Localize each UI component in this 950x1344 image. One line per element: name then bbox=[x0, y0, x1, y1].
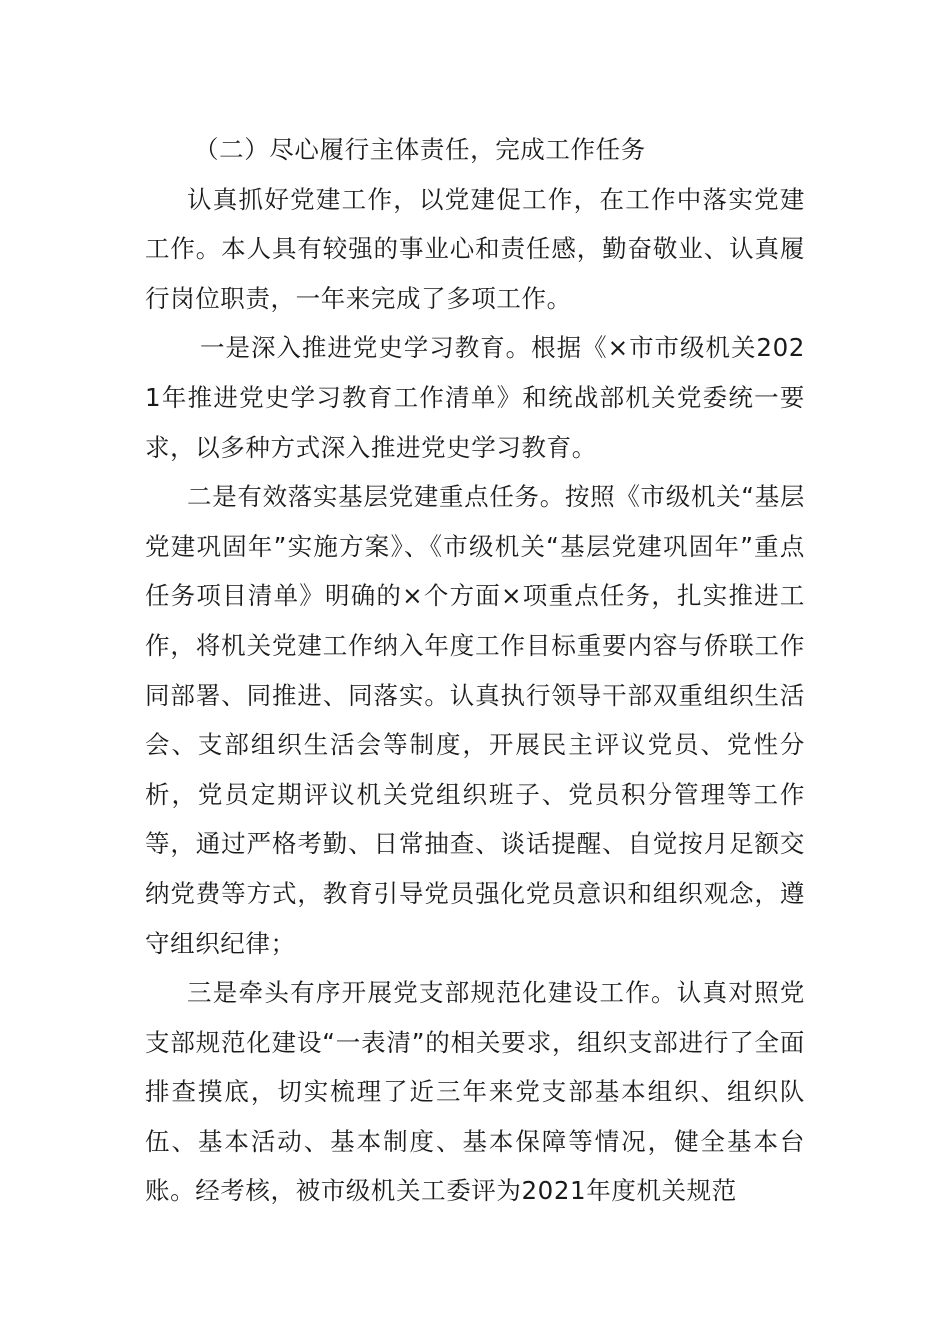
paragraph-item-1: 一是深入推进党史学习教育。根据《×市市级机关2021年推进党史学习教育工作清单》和统战部机关党委统一要求，以多种方式深入推进党史学习教育。 bbox=[145, 333, 805, 462]
paragraph-intro: 认真抓好党建工作，以党建促工作，在工作中落实党建工作。本人具有较强的事业心和责任感，勤奋敬业、认真履行岗位职责，一年来完成了多项工作。 bbox=[145, 184, 805, 313]
paragraph-item-3: 三是牵头有序开展党支部规范化建设工作。认真对照党支部规范化建设“一表清”的相关要求，组织支部进行了全面排查摸底，切实梳理了近三年来党支部基本组织、组织队伍、基本活动、基本制度、基本保障等情况，健全基本台账。经考核，被市级机关工委评为2021年度机关规范 bbox=[145, 978, 805, 1206]
paragraph-item-2: 二是有效落实基层党建重点任务。按照《市级机关“基层党建巩固年”实施方案》、《市级机关“基层党建巩固年”重点任务项目清单》明确的×个方面×项重点任务，扎实推进工作，将机关党建工作纳入年度工作目标重要内容与侨联工作同部署、同推进、同落实。认真执行领导干部双重组织生活会、支部组织生活会等制度，开展民主评议党员、党性分析，党员定期评议机关党组织班子、党员积分管理等工作等，通过严格考勤、日常抽查、谈话提醒、自觉按月足额交纳党费等方式，教育引导党员强化党员意识和组织观念，遵守组织纪律； bbox=[145, 482, 805, 958]
section-heading: （二）尽心履行主体责任，完成工作任务 bbox=[194, 135, 646, 164]
document-body bbox=[145, 125, 805, 1216]
